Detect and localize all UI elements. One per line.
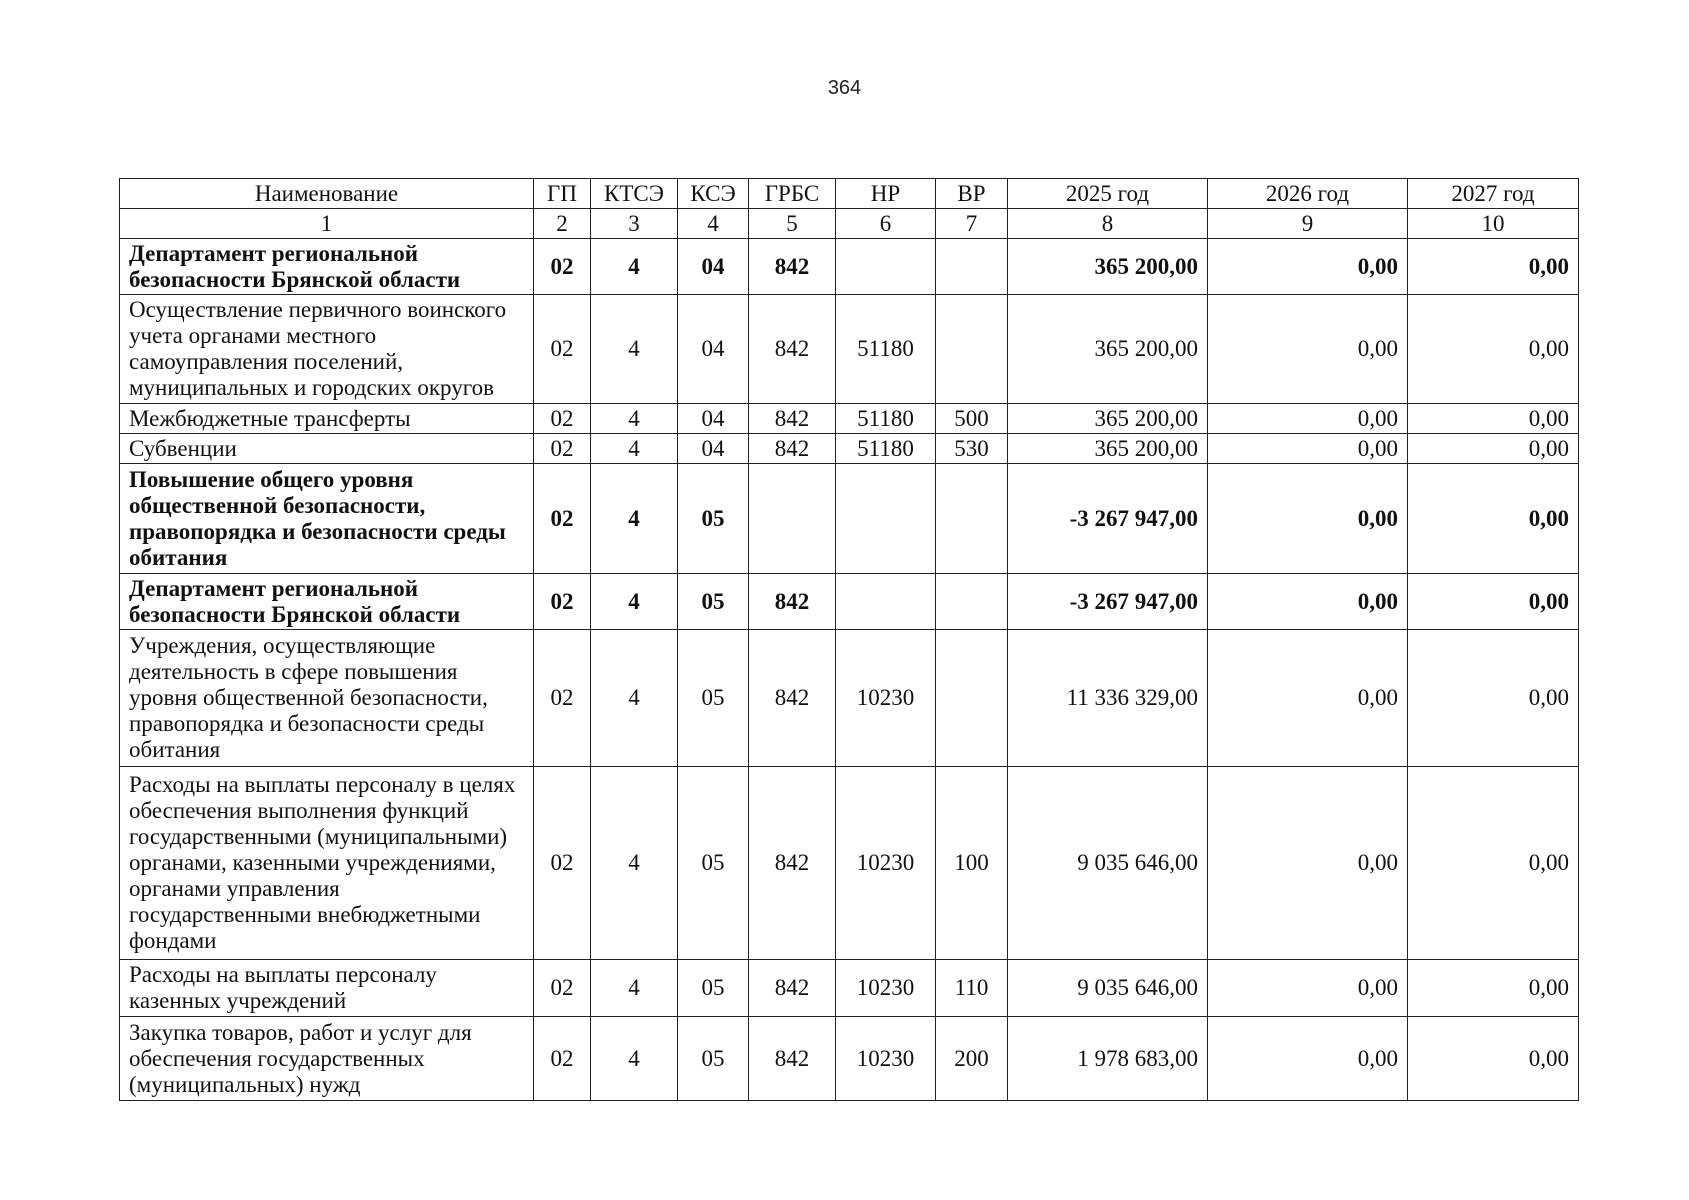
amount-2026-cell: 0,00 <box>1208 1017 1408 1101</box>
kse-cell: 05 <box>678 767 749 960</box>
amount-2026-cell: 0,00 <box>1208 434 1408 464</box>
ktse-cell: 4 <box>591 630 678 767</box>
column-number-cell: 4 <box>678 209 749 239</box>
grbs-cell: 842 <box>749 767 836 960</box>
header-cell: ГРБС <box>749 179 836 209</box>
nr-cell: 51180 <box>836 404 936 434</box>
gp-cell: 02 <box>534 434 591 464</box>
amount-2026-cell: 0,00 <box>1208 767 1408 960</box>
vr-cell: 200 <box>936 1017 1008 1101</box>
amount-2027-cell: 0,00 <box>1408 464 1579 574</box>
gp-cell: 02 <box>534 295 591 404</box>
amount-2027-cell: 0,00 <box>1408 767 1579 960</box>
kse-cell: 05 <box>678 1017 749 1101</box>
nr-cell: 51180 <box>836 434 936 464</box>
amount-2025-cell: 365 200,00 <box>1008 239 1208 295</box>
name-cell: Межбюджетные трансферты <box>120 404 534 434</box>
ktse-cell: 4 <box>591 960 678 1017</box>
header-cell: 2025 год <box>1008 179 1208 209</box>
table-row <box>120 630 1579 767</box>
grbs-cell: 842 <box>749 960 836 1017</box>
vr-cell <box>936 295 1008 404</box>
grbs-cell: 842 <box>749 1017 836 1101</box>
nr-cell: 10230 <box>836 767 936 960</box>
ktse-cell: 4 <box>591 239 678 295</box>
column-number-cell: 2 <box>534 209 591 239</box>
name-cell: Осуществление первичного воинского учета органами местного самоуправления поселений, муниципальных и городских округов <box>120 295 534 404</box>
header-cell: НР <box>836 179 936 209</box>
amount-2026-cell: 0,00 <box>1208 574 1408 630</box>
vr-cell <box>936 239 1008 295</box>
gp-cell: 02 <box>534 630 591 767</box>
column-number-cell: 8 <box>1008 209 1208 239</box>
header-cell: КСЭ <box>678 179 749 209</box>
amount-2026-cell: 0,00 <box>1208 239 1408 295</box>
gp-cell: 02 <box>534 960 591 1017</box>
amount-2027-cell: 0,00 <box>1408 1017 1579 1101</box>
gp-cell: 02 <box>534 404 591 434</box>
name-cell: Департамент региональной безопасности Брянской области <box>120 239 534 295</box>
amount-2025-cell: -3 267 947,00 <box>1008 574 1208 630</box>
table-row <box>120 239 1579 295</box>
amount-2026-cell: 0,00 <box>1208 630 1408 767</box>
amount-2027-cell: 0,00 <box>1408 630 1579 767</box>
gp-cell: 02 <box>534 767 591 960</box>
nr-cell: 10230 <box>836 960 936 1017</box>
table-row <box>120 404 1579 434</box>
vr-cell: 500 <box>936 404 1008 434</box>
amount-2027-cell: 0,00 <box>1408 295 1579 404</box>
amount-2027-cell: 0,00 <box>1408 404 1579 434</box>
amount-2027-cell: 0,00 <box>1408 434 1579 464</box>
kse-cell: 05 <box>678 464 749 574</box>
amount-2026-cell: 0,00 <box>1208 295 1408 404</box>
ktse-cell: 4 <box>591 1017 678 1101</box>
header-row <box>120 179 1579 209</box>
gp-cell: 02 <box>534 574 591 630</box>
header-cell: ГП <box>534 179 591 209</box>
header-cell: 2026 год <box>1208 179 1408 209</box>
name-cell: Департамент региональной безопасности Брянской области <box>120 574 534 630</box>
nr-cell: 10230 <box>836 1017 936 1101</box>
kse-cell: 04 <box>678 295 749 404</box>
name-cell: Расходы на выплаты персоналу казенных учреждений <box>120 960 534 1017</box>
ktse-cell: 4 <box>591 295 678 404</box>
column-number-cell: 5 <box>749 209 836 239</box>
kse-cell: 05 <box>678 574 749 630</box>
amount-2025-cell: 11 336 329,00 <box>1008 630 1208 767</box>
amount-2027-cell: 0,00 <box>1408 239 1579 295</box>
name-cell: Субвенции <box>120 434 534 464</box>
name-cell: Повышение общего уровня общественной безопасности, правопорядка и безопасности среды обитания <box>120 464 534 574</box>
name-cell: Расходы на выплаты персоналу в целях обеспечения выполнения функций государственными (муниципальными) органами, казенными учреждениями, органами управления государственными внебюджетными фондами <box>120 767 534 960</box>
gp-cell: 02 <box>534 239 591 295</box>
grbs-cell: 842 <box>749 295 836 404</box>
kse-cell: 05 <box>678 960 749 1017</box>
amount-2026-cell: 0,00 <box>1208 464 1408 574</box>
header-cell: Наименование <box>120 179 534 209</box>
page-number: 364 <box>827 77 862 99</box>
grbs-cell: 842 <box>749 404 836 434</box>
table-row <box>120 767 1579 960</box>
table-row <box>120 1017 1579 1101</box>
vr-cell: 100 <box>936 767 1008 960</box>
ktse-cell: 4 <box>591 464 678 574</box>
grbs-cell: 842 <box>749 574 836 630</box>
table-row <box>120 295 1579 404</box>
amount-2025-cell: 365 200,00 <box>1008 295 1208 404</box>
name-cell: Закупка товаров, работ и услуг для обеспечения государственных (муниципальных) нужд <box>120 1017 534 1101</box>
kse-cell: 04 <box>678 434 749 464</box>
amount-2025-cell: 365 200,00 <box>1008 434 1208 464</box>
name-cell: Учреждения, осуществляющие деятельность в сфере повышения уровня общественной безопасности, правопорядка и безопасности среды обитания <box>120 630 534 767</box>
header-cell: 2027 год <box>1408 179 1579 209</box>
ktse-cell: 4 <box>591 574 678 630</box>
grbs-cell: 842 <box>749 630 836 767</box>
vr-cell <box>936 574 1008 630</box>
kse-cell: 04 <box>678 404 749 434</box>
nr-cell: 51180 <box>836 295 936 404</box>
ktse-cell: 4 <box>591 404 678 434</box>
table-row <box>120 960 1579 1017</box>
column-number-cell: 10 <box>1408 209 1579 239</box>
table-row <box>120 574 1579 630</box>
column-number-cell: 6 <box>836 209 936 239</box>
header-cell: КТСЭ <box>591 179 678 209</box>
budget-table <box>119 178 1579 1101</box>
column-number-cell: 3 <box>591 209 678 239</box>
nr-cell <box>836 239 936 295</box>
ktse-cell: 4 <box>591 767 678 960</box>
grbs-cell <box>749 464 836 574</box>
nr-cell: 10230 <box>836 630 936 767</box>
vr-cell: 530 <box>936 434 1008 464</box>
amount-2025-cell: -3 267 947,00 <box>1008 464 1208 574</box>
table-row <box>120 434 1579 464</box>
vr-cell: 110 <box>936 960 1008 1017</box>
grbs-cell: 842 <box>749 239 836 295</box>
column-number-row <box>120 209 1579 239</box>
amount-2025-cell: 9 035 646,00 <box>1008 960 1208 1017</box>
column-number-cell: 7 <box>936 209 1008 239</box>
column-number-cell: 1 <box>120 209 534 239</box>
column-number-cell: 9 <box>1208 209 1408 239</box>
amount-2027-cell: 0,00 <box>1408 574 1579 630</box>
amount-2025-cell: 9 035 646,00 <box>1008 767 1208 960</box>
nr-cell <box>836 464 936 574</box>
amount-2025-cell: 1 978 683,00 <box>1008 1017 1208 1101</box>
table-row <box>120 464 1579 574</box>
kse-cell: 04 <box>678 239 749 295</box>
amount-2027-cell: 0,00 <box>1408 960 1579 1017</box>
vr-cell <box>936 464 1008 574</box>
amount-2026-cell: 0,00 <box>1208 960 1408 1017</box>
header-cell: ВР <box>936 179 1008 209</box>
vr-cell <box>936 630 1008 767</box>
nr-cell <box>836 574 936 630</box>
kse-cell: 05 <box>678 630 749 767</box>
ktse-cell: 4 <box>591 434 678 464</box>
amount-2025-cell: 365 200,00 <box>1008 404 1208 434</box>
grbs-cell: 842 <box>749 434 836 464</box>
amount-2026-cell: 0,00 <box>1208 404 1408 434</box>
gp-cell: 02 <box>534 1017 591 1101</box>
gp-cell: 02 <box>534 464 591 574</box>
